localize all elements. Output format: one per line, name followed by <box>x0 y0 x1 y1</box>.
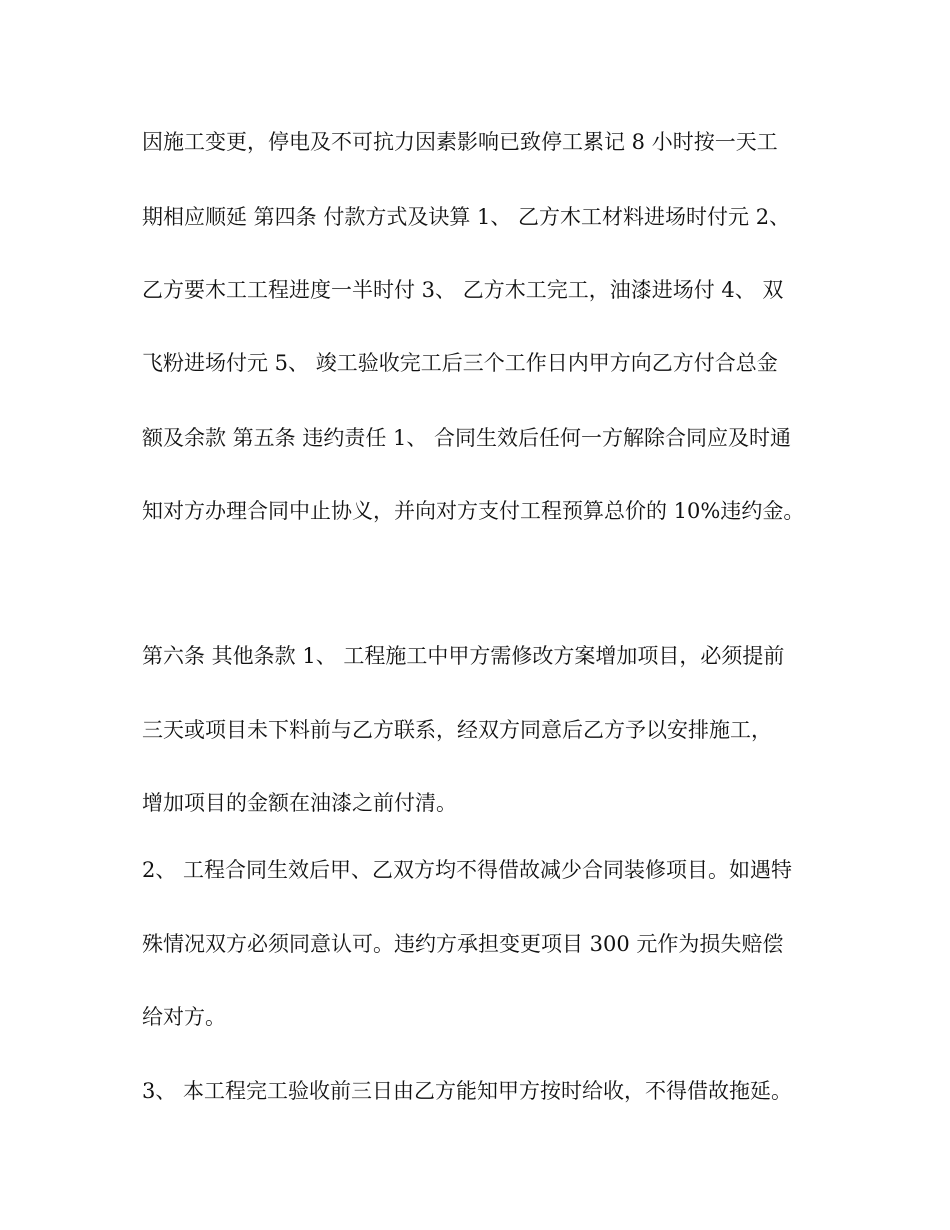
text-line: 3、 本工程完工验收前三日由乙方能知甲方按时给收，不得借故拖延。 <box>142 1079 793 1103</box>
text-line: 给对方。 <box>142 1005 226 1029</box>
text-line: 三天或项目未下料前与乙方联系，经双方同意后乙方予以安排施工， <box>142 718 772 742</box>
text-line: 第六条 其他条款 1、 工程施工中甲方需修改方案增加项目，必须提前 <box>142 644 785 668</box>
text-line: 期相应顺延 第四条 付款方式及诀算 1、 乙方木工材料进场时付元 2、 <box>142 205 791 229</box>
text-line: 乙方要木工工程进度一半时付 3、 乙方木工完工，油漆进场付 4、 双 <box>142 278 784 302</box>
text-line: 殊情况双方必须同意认可。违约方承担变更项目 300 元作为损失赔偿 <box>142 932 784 956</box>
text-line: 飞粉进场付元 5、 竣工验收完工后三个工作日内甲方向乙方付合总金 <box>142 351 778 375</box>
text-line: 2、 工程合同生效后甲、乙双方均不得借故减少合同装修项目。如遇特 <box>142 858 793 882</box>
text-line: 知对方办理合同中止协义，并向对方支付工程预算总价的 10%违约金。 <box>142 499 805 523</box>
text-line: 额及余款 第五条 违约责任 1、 合同生效后任何一方解除合同应及时通 <box>142 426 792 450</box>
text-line: 因施工变更，停电及不可抗力因素影响已致停工累记 8 小时按一天工 <box>142 130 778 154</box>
text-line: 增加项目的金额在油漆之前付清。 <box>142 791 457 815</box>
